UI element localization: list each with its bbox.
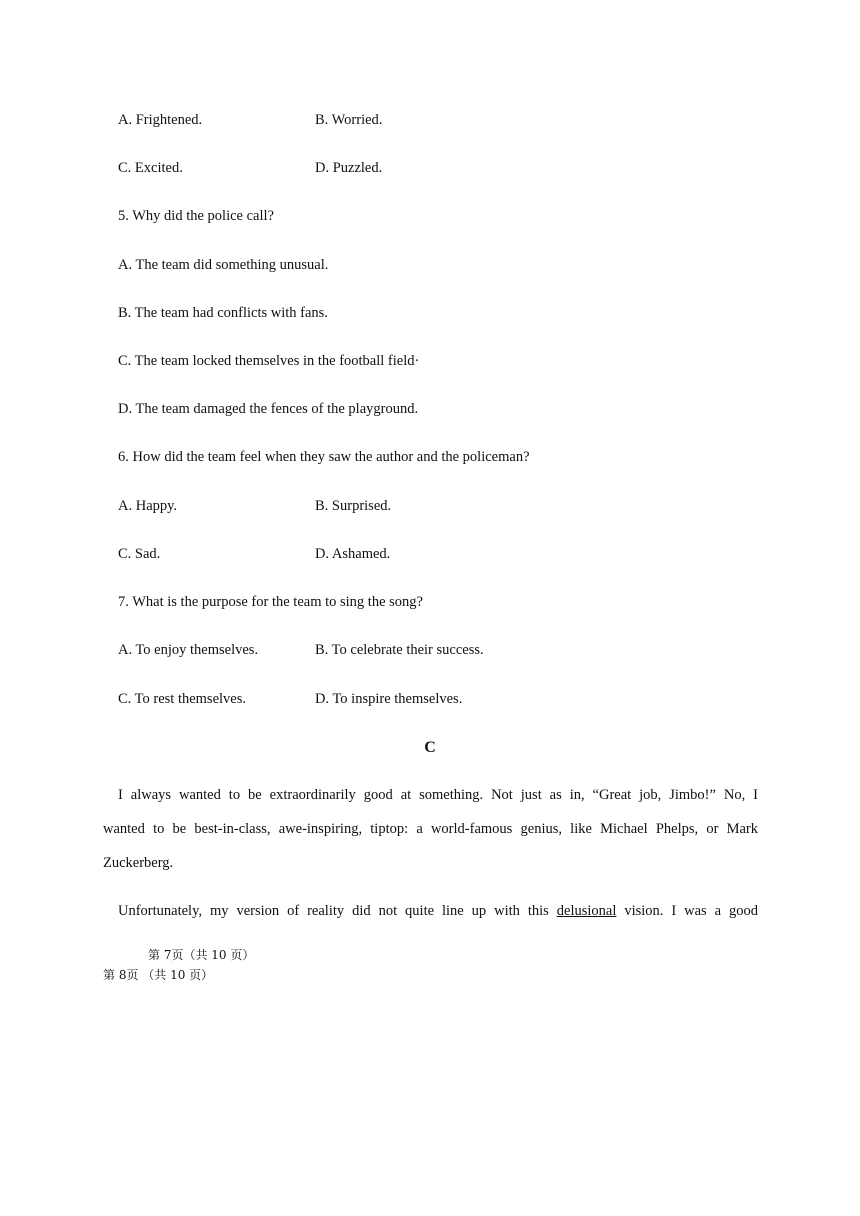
- q5-option-c: C. The team locked themselves in the football field·: [118, 353, 420, 369]
- passage-p2-text-before: Unfortunately, my version of reality did not quite line up with this: [118, 903, 549, 919]
- passage-p2-line1: [103, 904, 758, 919]
- passage-p1-line1: I always wanted to be extraordinarily good at something. Not just as in, “Great job, Jimbo!” No, I: [118, 787, 758, 803]
- q4-option-a: A. Frightened.: [118, 112, 203, 128]
- q5-option-b: B. The team had conflicts with fans.: [118, 305, 328, 321]
- q5-option-d: D. The team damaged the fences of the playground.: [118, 401, 419, 417]
- page-footer-line2: 第 8页 （共 10 页）: [103, 968, 214, 982]
- page-footer-line1: 第 7页（共 10 页）: [148, 948, 255, 962]
- q4-option-d: D. Puzzled.: [315, 160, 383, 176]
- q7-option-b: B. To celebrate their success.: [315, 642, 484, 658]
- q6-question: 6. How did the team feel when they saw the author and the policeman?: [118, 449, 530, 465]
- q6-option-d: D. Ashamed.: [315, 546, 391, 562]
- q6-option-c: C. Sad.: [118, 546, 161, 562]
- q7-option-c: C. To rest themselves.: [118, 691, 246, 707]
- passage-underlined-word: delusional: [556, 903, 617, 919]
- passage-p1-line3: Zuckerberg.: [103, 855, 174, 871]
- q4-option-b: B. Worried.: [315, 112, 383, 128]
- q5-option-a: A. The team did something unusual.: [118, 257, 329, 273]
- q7-question: 7. What is the purpose for the team to sing the song?: [118, 594, 423, 610]
- q7-option-d: D. To inspire themselves.: [315, 691, 463, 707]
- passage-p1-line2: wanted to be best-in-class, awe-inspiring, tiptop: a world-famous genius, like Michael Phelps, or Mark: [103, 821, 758, 837]
- section-heading: C: [424, 739, 436, 756]
- passage-p2-text-after: vision. I was a good: [624, 903, 759, 919]
- q6-option-a: A. Happy.: [118, 498, 178, 514]
- q7-option-a: A. To enjoy themselves.: [118, 642, 259, 658]
- q4-option-c: C. Excited.: [118, 160, 183, 176]
- q5-question: 5. Why did the police call?: [118, 208, 274, 224]
- q6-option-b: B. Surprised.: [315, 498, 392, 514]
